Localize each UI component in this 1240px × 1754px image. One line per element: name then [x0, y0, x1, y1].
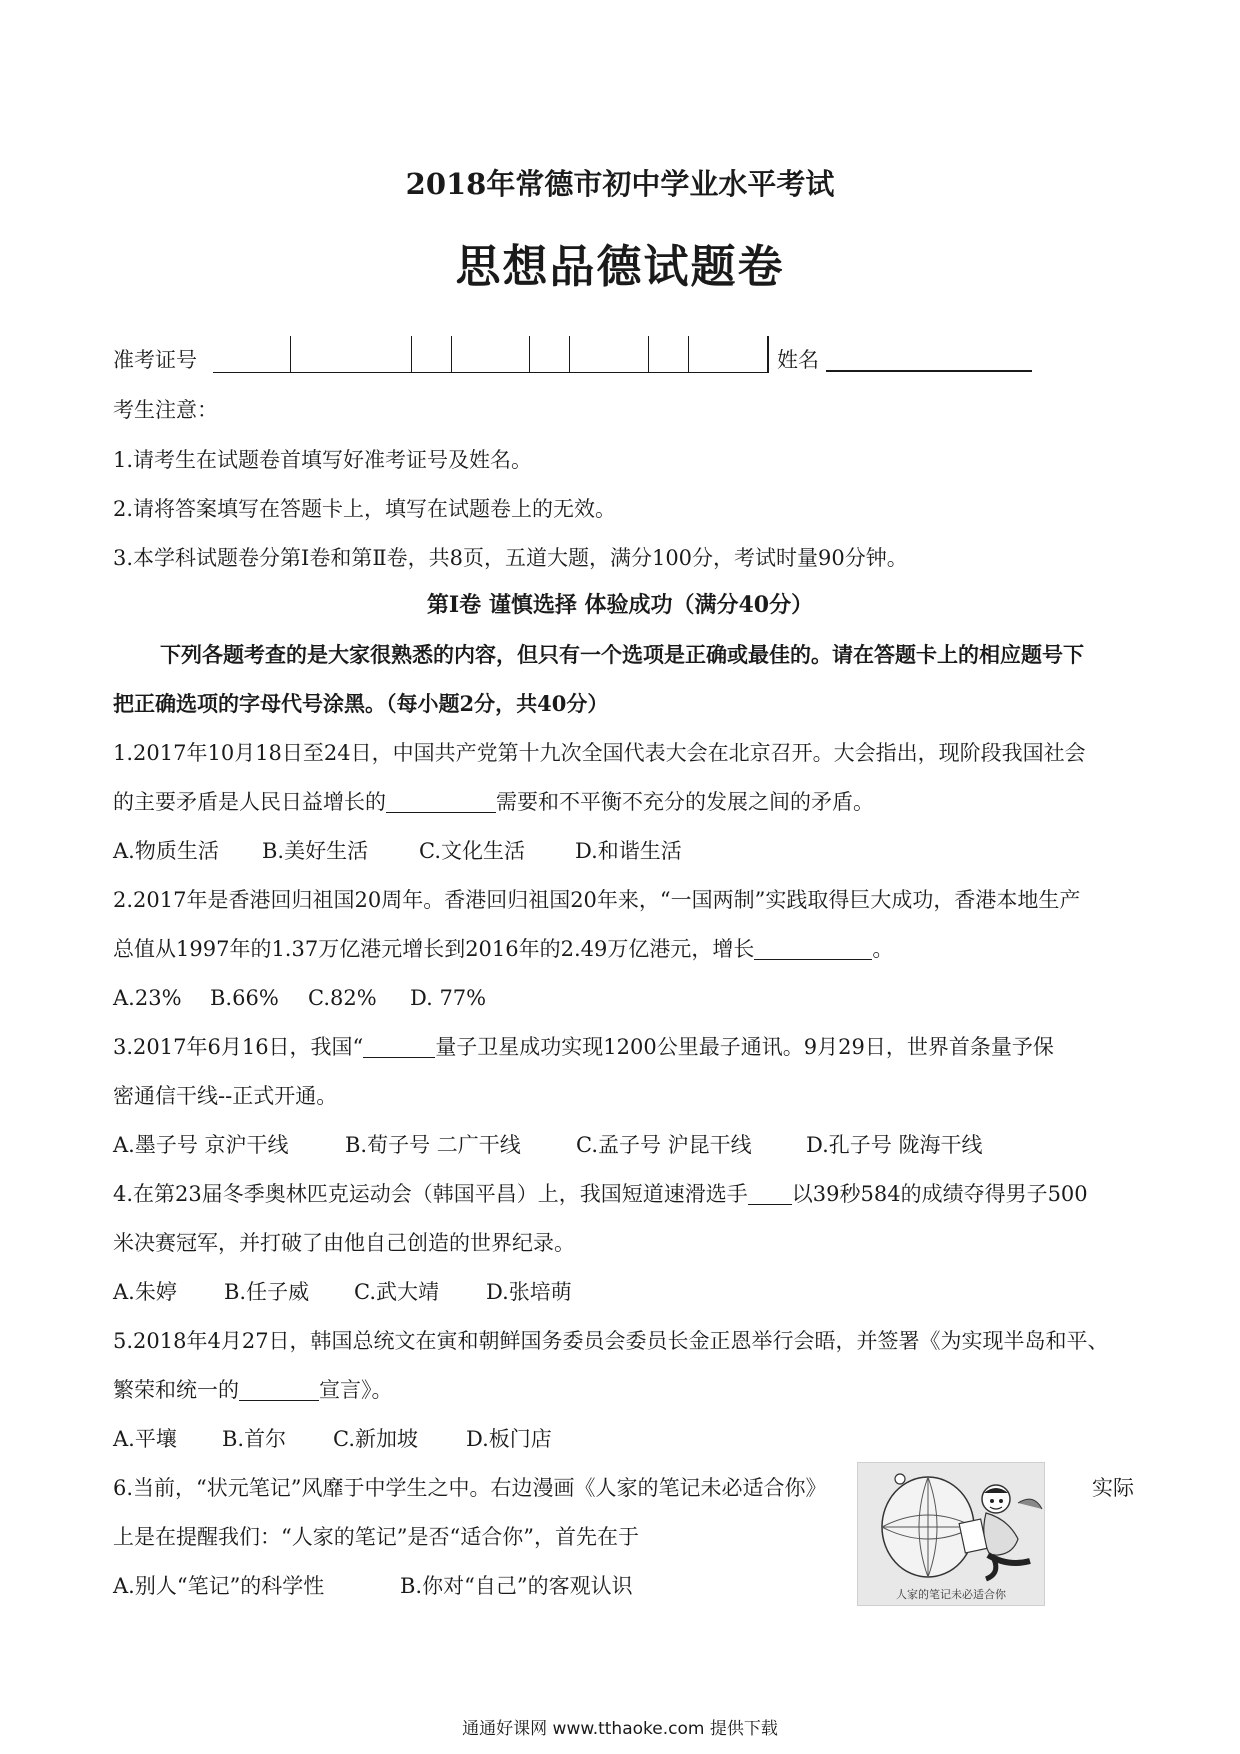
- id-box-cell[interactable]: [213, 336, 291, 372]
- exam-title: 2018年常德市初中学业水平考试: [405, 167, 835, 201]
- option: A.23%: [113, 986, 182, 1010]
- option: B.美好生活: [262, 839, 369, 863]
- option: B.首尔: [222, 1427, 287, 1451]
- option: B.任子威: [224, 1280, 310, 1304]
- question-5-text: 5.2018年4月27日，韩国总统文在寅和朝鲜国务委员会委员长金正恩举行会晤，并签署《为实现半岛和平、: [113, 1329, 1109, 1353]
- id-box-cell[interactable]: [291, 336, 412, 372]
- id-box-end: [767, 336, 769, 373]
- id-label: 准考证号: [113, 348, 197, 372]
- answer-blank: [239, 1376, 319, 1401]
- question-1-text: 1.2017年10月18日至24日，中国共产党第十九次全国代表大会在北京召开。大会指出，现阶段我国社会: [113, 741, 1086, 765]
- section-instruction: 下列各题考查的是大家很熟悉的内容，但只有一个选项是正确或最佳的。请在答题卡上的相应题号下: [160, 642, 1084, 667]
- id-box-cell[interactable]: [570, 336, 649, 372]
- option: B.你对“自己”的客观认识: [400, 1574, 633, 1598]
- notice-heading: 考生注意：: [113, 398, 218, 422]
- option: D.和谐生活: [575, 839, 682, 863]
- page-footer: 通通好课网 www.tthaoke.com 提供下载: [462, 1719, 778, 1739]
- question-4-text: 米决赛冠军，并打破了由他自己创造的世界纪录。: [113, 1231, 575, 1255]
- question-5-text: 繁荣和统一的 宣言》。: [113, 1378, 393, 1402]
- option: C.孟子号 沪昆干线: [576, 1133, 752, 1157]
- name-field[interactable]: [826, 370, 1032, 372]
- option: A.平壤: [113, 1427, 177, 1451]
- answer-blank: [748, 1180, 792, 1205]
- question-6-text: 上是在提醒我们：“人家的笔记”是否“适合你”，首先在于: [113, 1525, 639, 1549]
- option: A.墨子号 京沪干线: [113, 1133, 289, 1157]
- notice-item: 2.请将答案填写在答题卡上，填写在试题卷上的无效。: [113, 497, 617, 521]
- option: A.物质生活: [113, 839, 219, 863]
- candidate-id-boxes[interactable]: [213, 336, 767, 373]
- option: D.孔子号 陇海干线: [806, 1133, 983, 1157]
- option: B.66%: [210, 986, 279, 1010]
- question-6-text: 6.当前，“状元笔记”风靡于中学生之中。右边漫画《人家的笔记未必适合你》: [113, 1476, 827, 1500]
- option: A.朱婷: [113, 1280, 177, 1304]
- option: C.新加坡: [333, 1427, 418, 1451]
- id-box-cell[interactable]: [649, 336, 689, 372]
- question-2-text: 总值从1997年的1.37万亿港元增长到2016年的2.49万亿港元，增长 。: [113, 937, 894, 961]
- option: A.别人“笔记”的科学性: [113, 1574, 325, 1598]
- subject-title: 思想品德试题卷: [455, 240, 785, 293]
- option: C.82%: [308, 986, 377, 1010]
- id-box-cell[interactable]: [412, 336, 452, 372]
- cartoon-caption: 人家的笔记未必适合你: [896, 1588, 1006, 1601]
- id-box-cell[interactable]: [689, 336, 767, 372]
- answer-blank: [754, 935, 872, 960]
- option: D. 77%: [410, 986, 487, 1010]
- question-4-text: 4.在第23届冬季奥林匹克运动会（韩国平昌）上，我国短道速滑选手 以39秒584的成绩夺得男子500: [113, 1182, 1088, 1206]
- option: C.文化生活: [419, 839, 525, 863]
- name-label: 姓名: [777, 348, 819, 372]
- question-1-text: 的主要矛盾是人民日益增长的 需要和不平衡不充分的发展之间的矛盾。: [113, 790, 874, 814]
- option: D.板门店: [466, 1427, 552, 1451]
- notice-item: 1.请考生在试题卷首填写好准考证号及姓名。: [113, 448, 533, 472]
- section-instruction: 把正确选项的字母代号涂黑。（每小题2分，共40分）: [113, 691, 609, 716]
- question-3-text: 密通信干线--正式开通。: [113, 1084, 338, 1108]
- answer-blank: [363, 1033, 435, 1058]
- id-box-cell[interactable]: [530, 336, 570, 372]
- id-box-cell[interactable]: [452, 336, 530, 372]
- option: B.荀子号 二广干线: [345, 1133, 521, 1157]
- answer-blank: [386, 788, 496, 813]
- option: D.张培萌: [486, 1280, 572, 1304]
- question-6-text: 实际: [1092, 1476, 1134, 1500]
- cartoon-drawing: [858, 1463, 1044, 1587]
- notice-item: 3.本学科试题卷分第Ⅰ卷和第Ⅱ卷，共8页，五道大题，满分100分，考试时量90分钟。: [113, 546, 908, 570]
- cartoon-image: [857, 1462, 1045, 1606]
- option: C.武大靖: [354, 1280, 439, 1304]
- question-2-text: 2.2017年是香港回归祖国20周年。香港回归祖国20年来，“一国两制”实践取得巨大成功，香港本地生产: [113, 888, 1081, 912]
- section-title: 第Ⅰ卷 谨慎选择 体验成功（满分40分）: [426, 592, 814, 618]
- question-3-text: 3.2017年6月16日，我国“ 量子卫星成功实现1200公里最子通讯。9月29日，世界首条量予保: [113, 1035, 1054, 1059]
